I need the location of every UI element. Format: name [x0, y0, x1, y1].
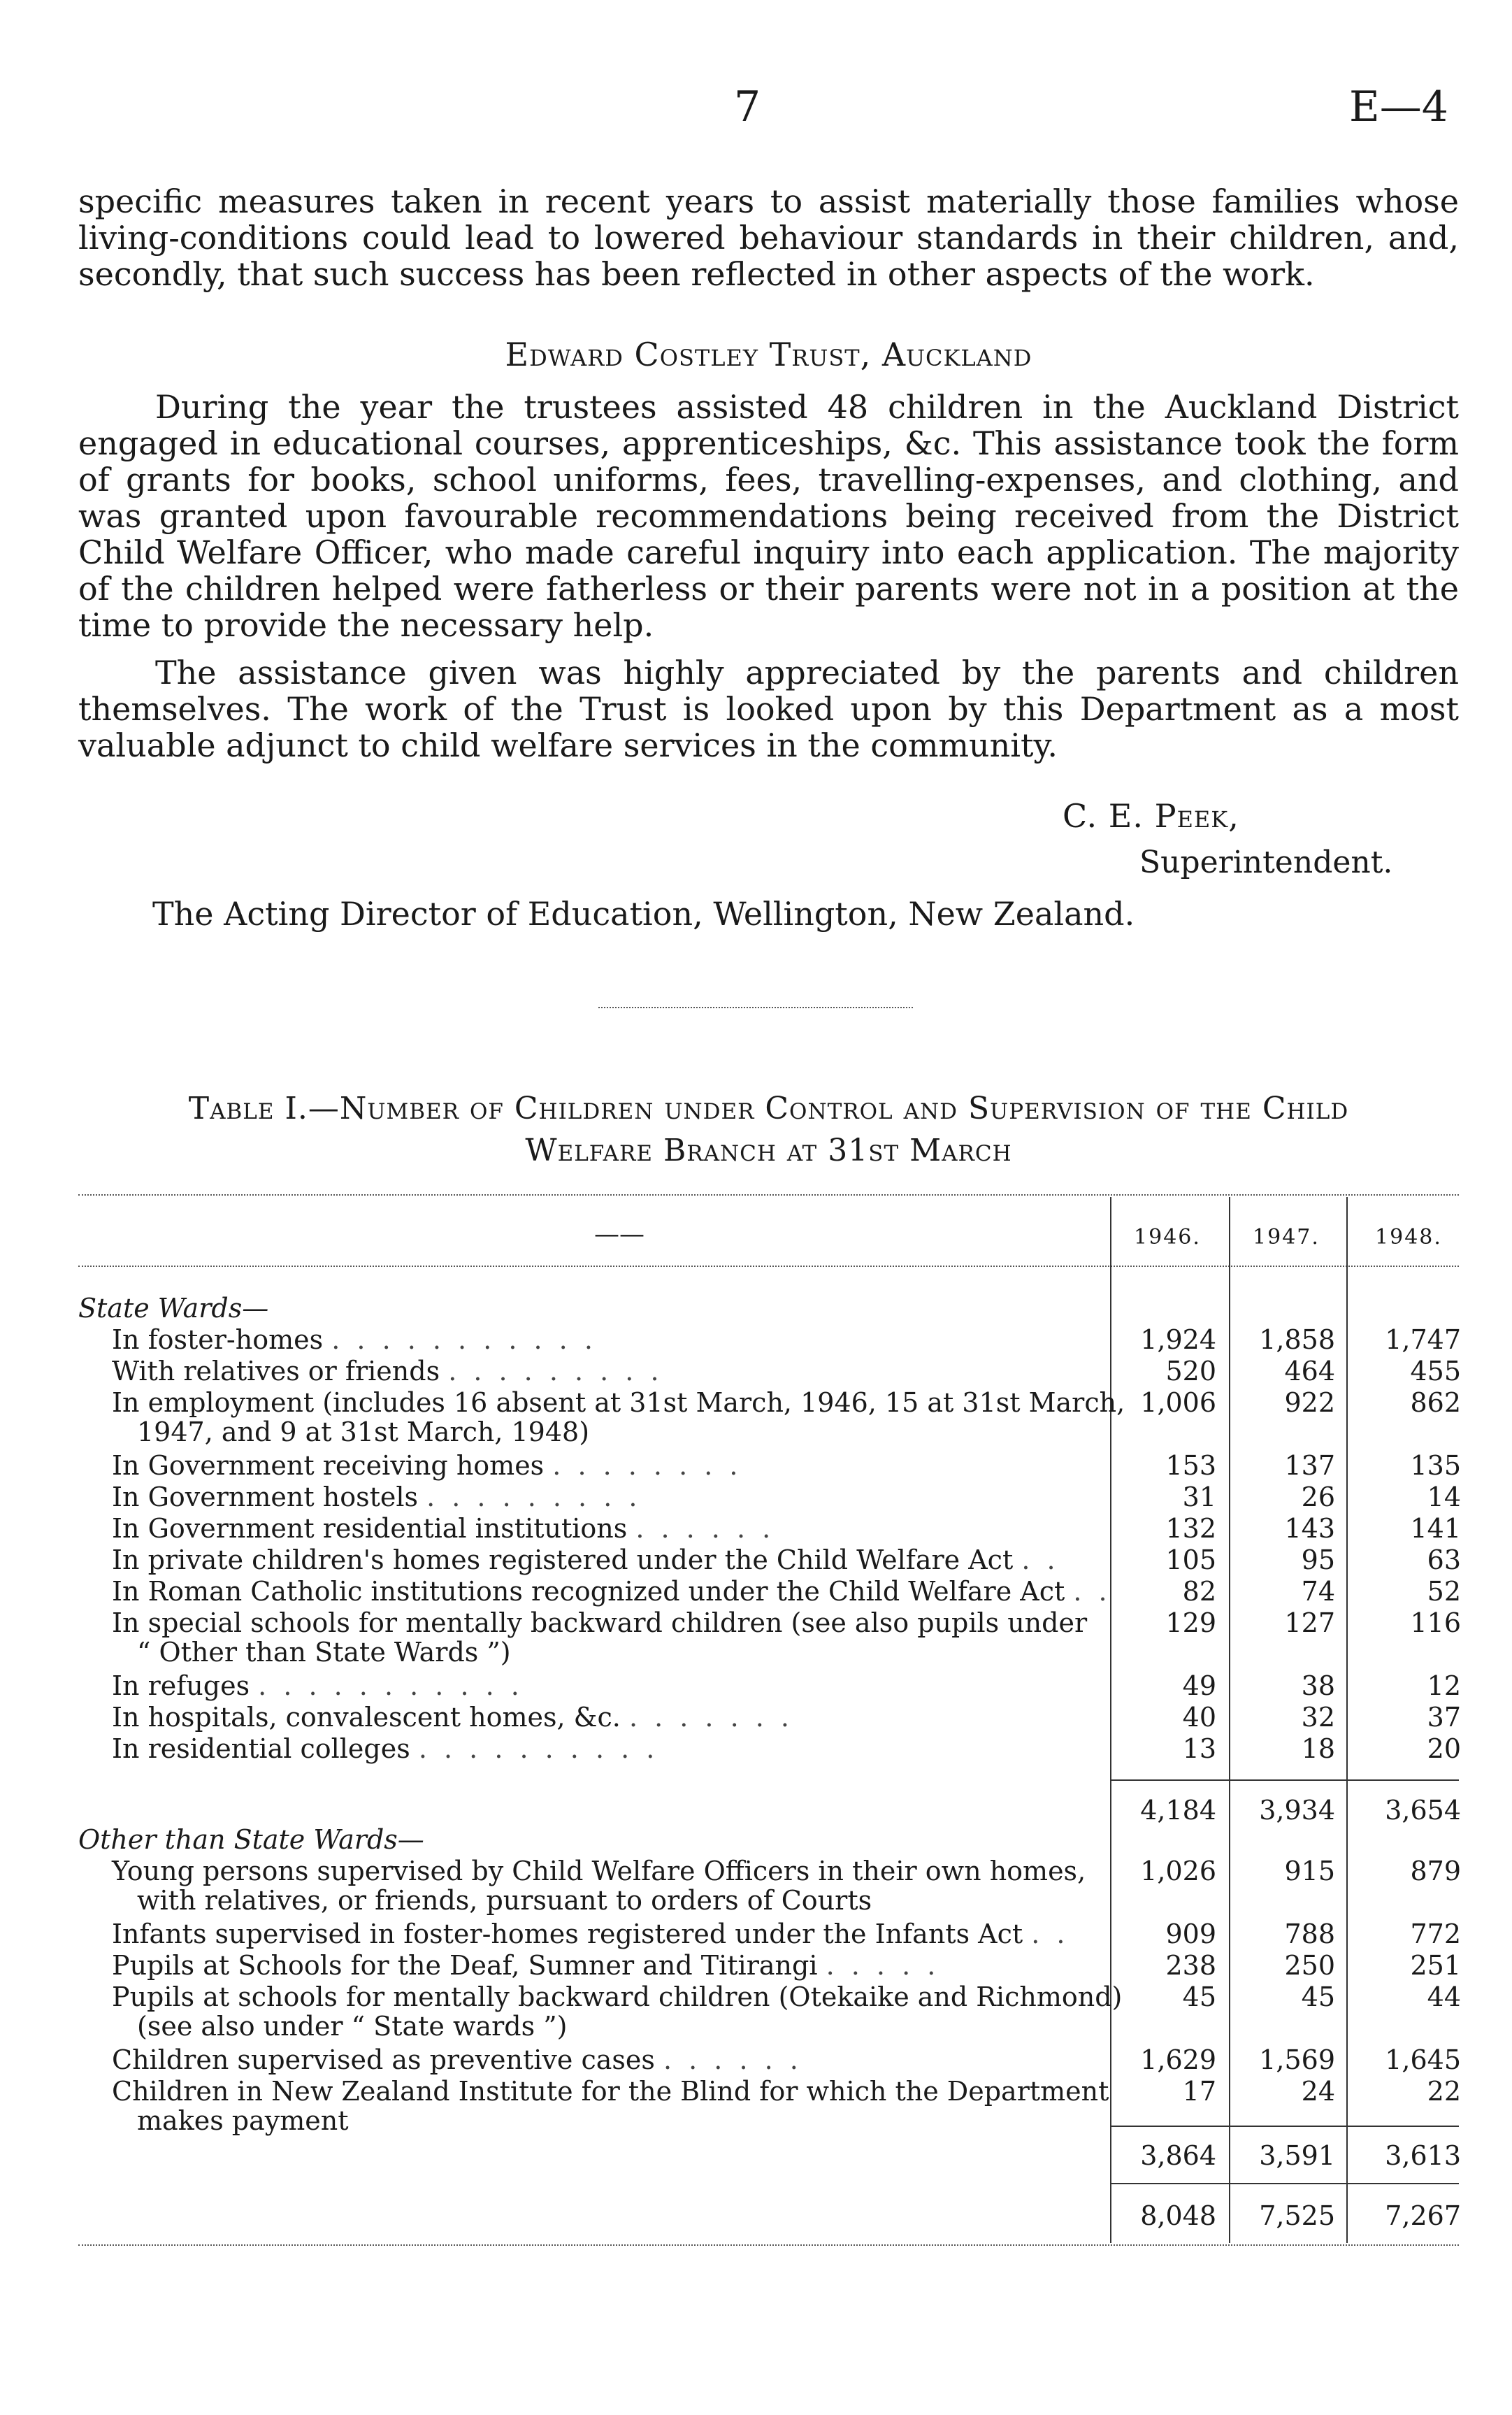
year-header-1946: 1946.	[1134, 1225, 1201, 1249]
subtotal-rule-state-wards	[1111, 1779, 1459, 1781]
column-divider-3	[1346, 1197, 1348, 2243]
signature-name: C. E. Peek,	[1063, 797, 1239, 835]
table-bottom-rule	[78, 2244, 1459, 2246]
section-divider	[598, 1007, 913, 1008]
table-title-line-1: Table I.—Number of Children under Control and Supervision of the Child	[188, 1091, 1349, 1126]
column-divider-1	[1110, 1197, 1111, 2243]
document-code: E—4	[1349, 83, 1448, 131]
grand-total-rule	[1111, 2183, 1459, 2184]
page-number: 7	[734, 83, 761, 131]
trust-paragraph-2: The assistance given was highly appreciated by the parents and children themselves. The work of the Trust is looked upon by this Department as a most valuable adjunct to child welfare services in the community.	[78, 654, 1459, 764]
year-header-1947: 1947.	[1253, 1225, 1320, 1249]
trust-heading: Edward Costley Trust, Auckland	[505, 336, 1032, 373]
table-title-line-2: Welfare Branch at 31st March	[525, 1133, 1012, 1168]
addressee: The Acting Director of Education, Wellington, New Zealand.	[152, 895, 1135, 933]
table-header-rule	[78, 1266, 1459, 1267]
subtotal-rule-other-wards	[1111, 2126, 1459, 2127]
intro-paragraph: specific measures taken in recent years to assist materially those families whose living-conditions could lead to lowered behaviour standards in their children, and, secondly, that such success has been reflected in other aspects of the work.	[78, 182, 1459, 293]
column-divider-2	[1229, 1197, 1230, 2243]
signature-title: Superintendent.	[1139, 845, 1393, 880]
table-top-rule	[78, 1194, 1459, 1196]
year-header-1948: 1948.	[1375, 1225, 1442, 1249]
label-column-header: ——	[594, 1220, 645, 1249]
trust-paragraph-1: During the year the trustees assisted 48 children in the Auckland District engaged in educational courses, apprenticeships, &c. This assistance took the form of grants for books, school uniforms, fees, travelling-expenses, and clothing, and was granted upon favourable recommendations being received from the District Child Welfare Officer, who made careful inquiry into each application. The majority of the children helped were fatherless or their parents were not in a position at the time to provide the necessary help.	[78, 388, 1459, 644]
